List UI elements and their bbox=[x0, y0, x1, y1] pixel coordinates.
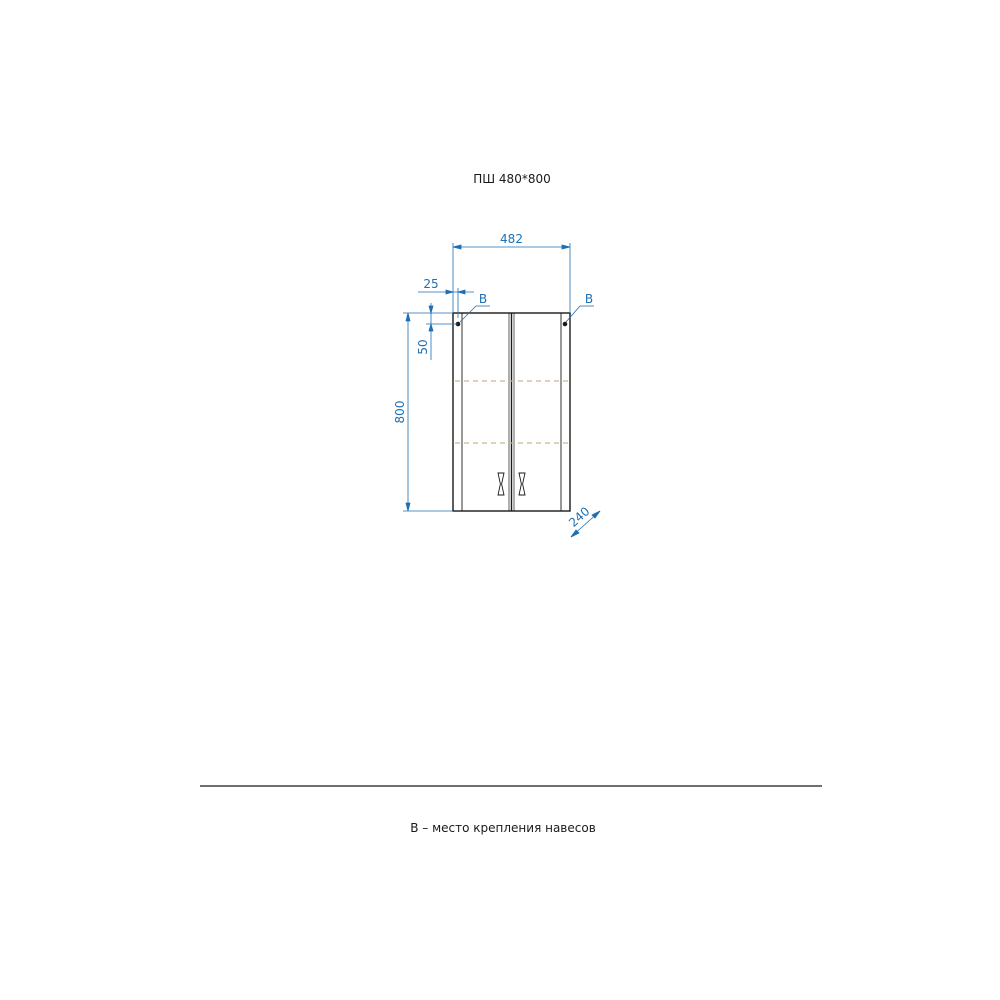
cabinet-front bbox=[453, 313, 570, 511]
inset-label: 25 bbox=[423, 277, 439, 291]
offset-arrow-top bbox=[429, 306, 433, 313]
right-marker-leader bbox=[566, 306, 580, 322]
right-hanger-dot bbox=[563, 322, 568, 327]
left-marker-label: B bbox=[478, 292, 488, 306]
height-label: 800 bbox=[393, 400, 407, 424]
width-arrow-right bbox=[562, 245, 570, 249]
offset-arrow-bottom bbox=[429, 324, 433, 331]
legend-text: B – место крепления навесов bbox=[410, 821, 596, 835]
inset-arrow-left bbox=[446, 290, 453, 294]
height-arrow-top bbox=[406, 313, 410, 321]
right-marker-label: B bbox=[584, 292, 594, 306]
height-arrow-bottom bbox=[406, 503, 410, 511]
depth-label: 240 bbox=[566, 504, 593, 530]
inset-arrow-right bbox=[458, 290, 465, 294]
width-arrow-left bbox=[453, 245, 461, 249]
left-handle-icon bbox=[498, 473, 504, 495]
width-label: 482 bbox=[500, 232, 523, 246]
drawing-title: ПШ 480*800 bbox=[473, 172, 551, 186]
hanger-offset-label: 50 bbox=[416, 339, 430, 355]
right-handle-icon bbox=[519, 473, 525, 495]
